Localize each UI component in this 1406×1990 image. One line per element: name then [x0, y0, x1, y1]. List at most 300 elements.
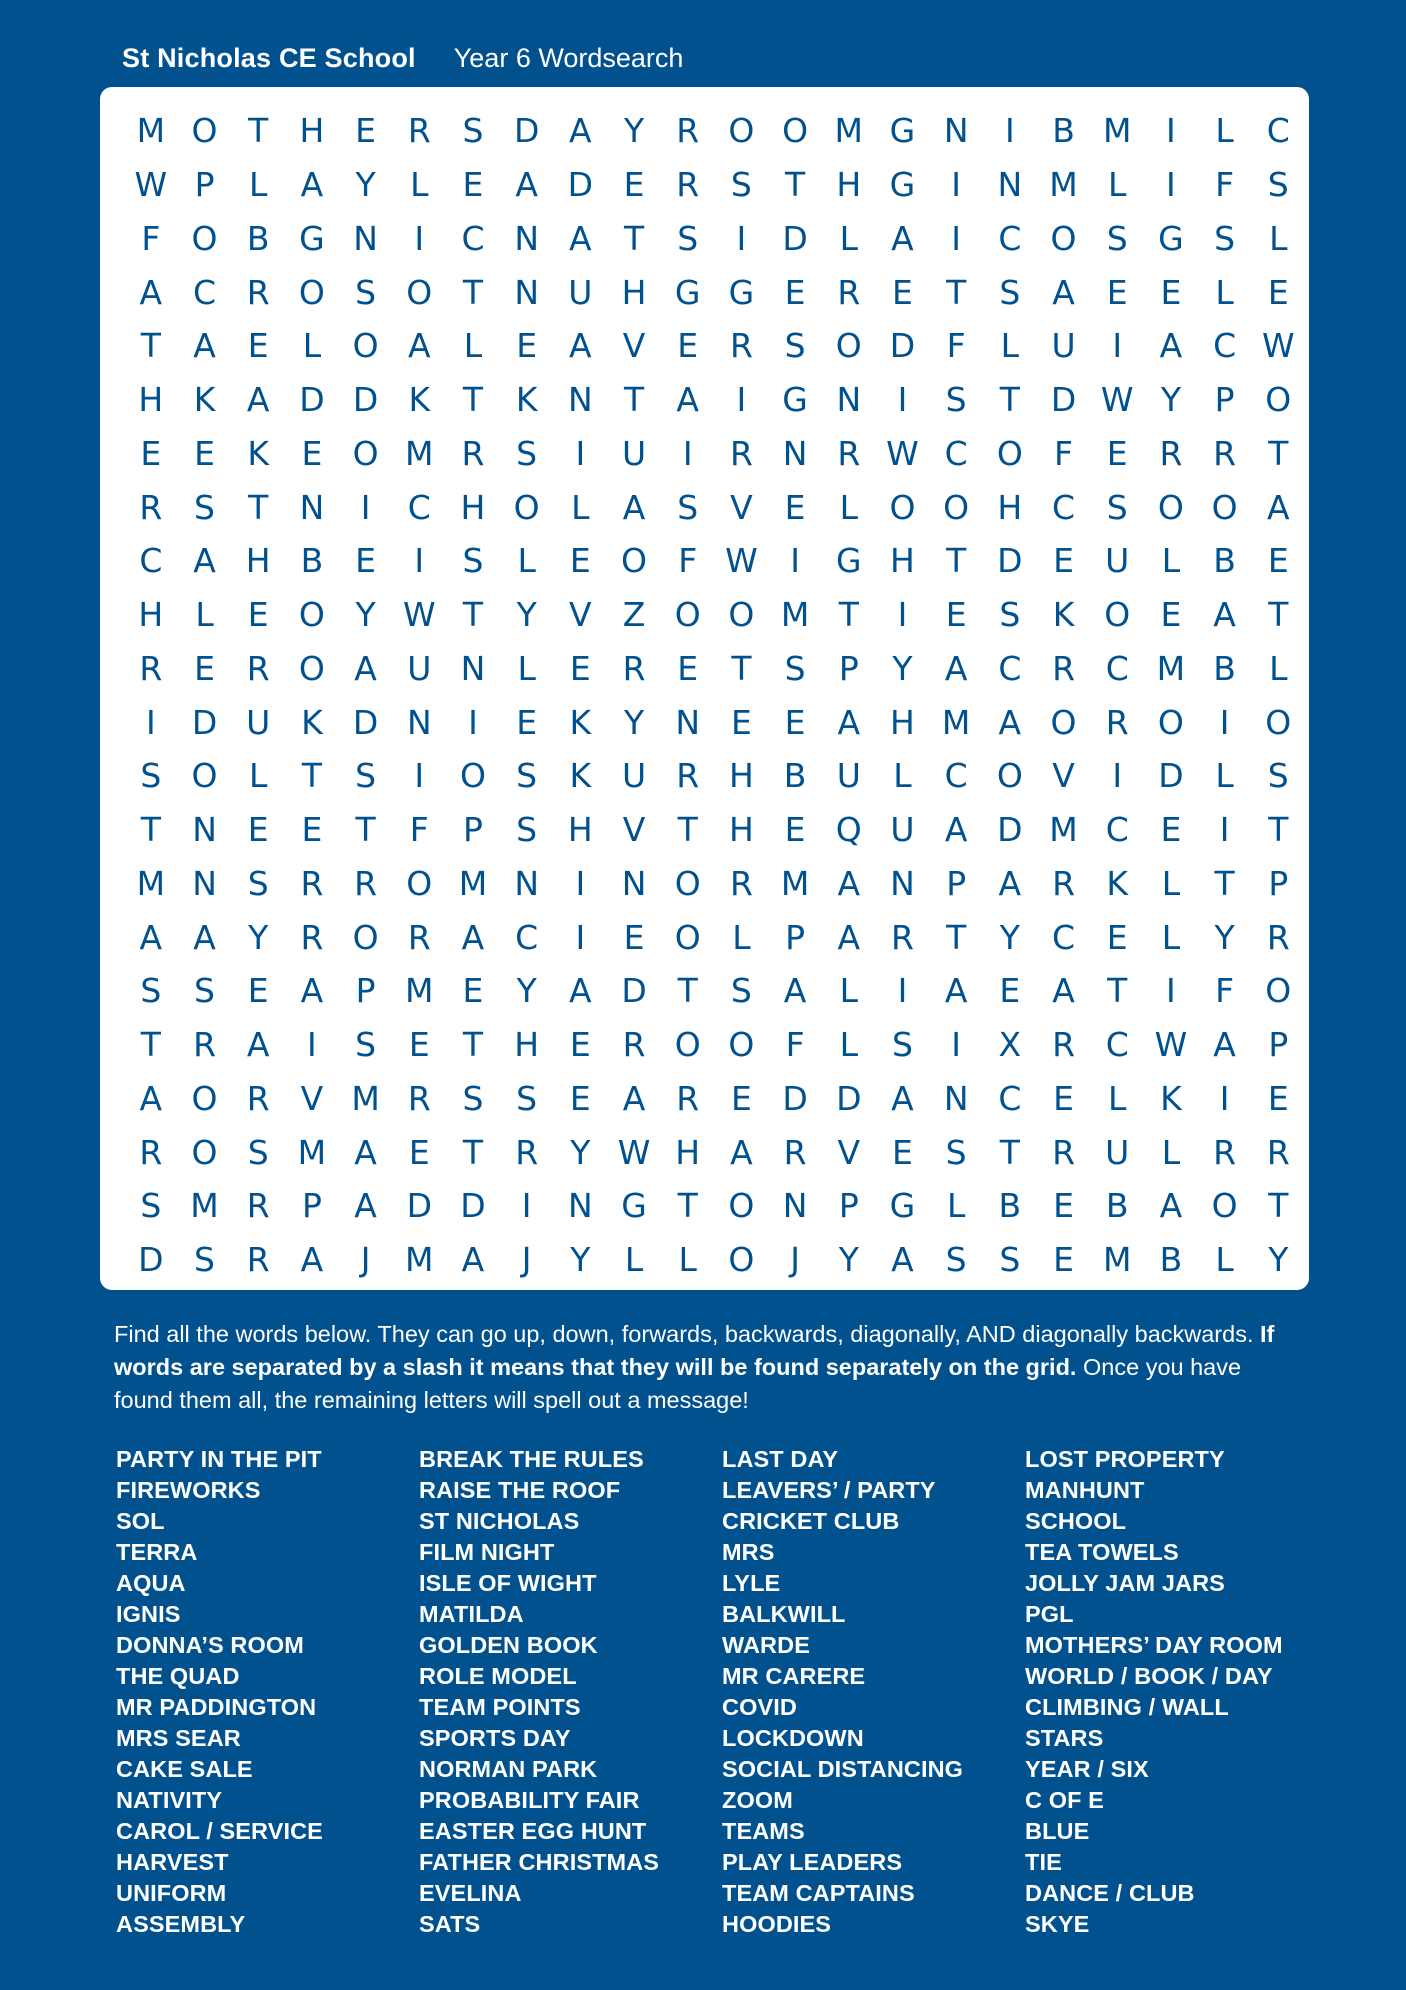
grid-cell[interactable]: E — [516, 702, 538, 742]
grid-cell[interactable]: T — [999, 380, 1020, 420]
grid-cell[interactable]: L — [1161, 541, 1181, 581]
grid-cell[interactable]: U — [407, 648, 432, 688]
grid-cell[interactable]: O — [674, 1025, 701, 1065]
grid-cell[interactable]: E — [677, 648, 699, 688]
grid-cell[interactable]: R — [1052, 648, 1075, 688]
grid-cell[interactable]: M — [1049, 165, 1078, 205]
grid-cell[interactable]: E — [784, 272, 806, 312]
grid-cell[interactable]: D — [1050, 380, 1077, 420]
grid-cell[interactable]: R — [622, 648, 646, 688]
grid-cell[interactable]: O — [782, 111, 809, 151]
grid-cell[interactable]: S — [891, 1025, 913, 1065]
grid-cell[interactable]: D — [1158, 756, 1184, 796]
grid-cell[interactable]: E — [1053, 1186, 1074, 1226]
grid-cell[interactable]: D — [460, 1186, 486, 1226]
grid-cell[interactable]: T — [785, 165, 806, 205]
grid-cell[interactable]: A — [1266, 487, 1290, 527]
grid-cell[interactable]: G — [889, 111, 916, 151]
grid-cell[interactable]: E — [677, 326, 699, 366]
grid-cell[interactable]: A — [1159, 326, 1183, 366]
grid-cell[interactable]: A — [300, 165, 324, 205]
grid-cell[interactable]: I — [736, 380, 747, 420]
grid-cell[interactable]: P — [1268, 1025, 1289, 1065]
grid-cell[interactable]: A — [300, 1240, 324, 1280]
grid-cell[interactable]: R — [891, 917, 914, 957]
grid-cell[interactable]: S — [516, 810, 538, 850]
grid-cell[interactable]: T — [946, 917, 967, 957]
grid-cell[interactable]: C — [944, 756, 968, 796]
grid-cell[interactable]: S — [945, 1132, 967, 1172]
grid-cell[interactable]: T — [623, 218, 645, 258]
grid-cell[interactable]: L — [195, 595, 214, 635]
grid-cell[interactable]: S — [1214, 218, 1236, 258]
grid-cell[interactable]: R — [1052, 1025, 1075, 1065]
grid-cell[interactable]: N — [568, 380, 593, 420]
grid-cell[interactable]: D — [782, 218, 808, 258]
grid-cell[interactable]: H — [460, 487, 486, 527]
grid-cell[interactable]: W — [886, 433, 919, 473]
grid-cell[interactable]: R — [246, 1240, 270, 1280]
grid-cell[interactable]: R — [139, 487, 163, 527]
grid-cell[interactable]: Y — [355, 595, 376, 635]
grid-cell[interactable]: F — [1054, 433, 1074, 473]
grid-cell[interactable]: A — [300, 971, 324, 1011]
grid-cell[interactable]: S — [247, 863, 269, 903]
grid-cell[interactable]: I — [414, 218, 425, 258]
grid-cell[interactable]: M — [405, 971, 434, 1011]
grid-cell[interactable]: O — [1050, 218, 1077, 258]
grid-cell[interactable]: S — [999, 272, 1021, 312]
grid-cell[interactable]: S — [999, 595, 1021, 635]
grid-cell[interactable]: A — [246, 1025, 270, 1065]
grid-cell[interactable]: T — [140, 326, 161, 366]
grid-cell[interactable]: J — [360, 1240, 371, 1280]
grid-cell[interactable]: E — [784, 702, 806, 742]
grid-cell[interactable]: D — [352, 702, 379, 742]
grid-cell[interactable]: W — [1154, 1025, 1188, 1065]
grid-cell[interactable]: E — [784, 487, 806, 527]
grid-cell[interactable]: H — [138, 595, 164, 635]
grid-cell[interactable]: A — [193, 326, 216, 366]
grid-cell[interactable]: H — [621, 272, 647, 312]
grid-cell[interactable]: A — [1213, 595, 1236, 635]
grid-cell[interactable]: I — [414, 756, 425, 796]
grid-cell[interactable]: C — [1105, 810, 1129, 850]
grid-cell[interactable]: S — [355, 756, 377, 796]
grid-cell[interactable]: T — [462, 1025, 484, 1065]
grid-cell[interactable]: S — [516, 1078, 538, 1118]
grid-cell[interactable]: P — [838, 1186, 859, 1226]
grid-cell[interactable]: D — [299, 380, 325, 420]
grid-cell[interactable]: T — [140, 1025, 161, 1065]
grid-cell[interactable]: E — [247, 595, 269, 635]
grid-cell[interactable]: P — [785, 917, 806, 957]
grid-cell[interactable]: B — [1052, 111, 1075, 151]
grid-cell[interactable]: O — [889, 487, 916, 527]
grid-cell[interactable]: M — [405, 1240, 434, 1280]
grid-cell[interactable]: A — [998, 702, 1022, 742]
grid-cell[interactable]: I — [1112, 326, 1123, 366]
grid-cell[interactable]: A — [461, 917, 485, 957]
grid-cell[interactable]: L — [1215, 111, 1234, 151]
grid-cell[interactable]: L — [678, 1240, 697, 1280]
grid-cell[interactable]: A — [837, 917, 861, 957]
grid-cell[interactable]: R — [407, 1078, 431, 1118]
grid-cell[interactable]: R — [729, 326, 753, 366]
grid-cell[interactable]: R — [783, 1132, 807, 1172]
grid-cell[interactable]: M — [405, 433, 434, 473]
grid-cell[interactable]: T — [248, 487, 269, 527]
grid-cell[interactable]: O — [298, 648, 325, 688]
grid-cell[interactable]: P — [838, 648, 859, 688]
grid-cell[interactable]: N — [890, 863, 915, 903]
grid-cell[interactable]: V — [730, 487, 753, 527]
grid-cell[interactable]: L — [1000, 326, 1020, 366]
grid-cell[interactable]: E — [784, 810, 806, 850]
grid-cell[interactable]: M — [458, 863, 488, 903]
grid-cell[interactable]: M — [1049, 810, 1078, 850]
grid-cell[interactable]: Y — [1268, 1240, 1289, 1280]
grid-cell[interactable]: C — [407, 487, 431, 527]
grid-cell[interactable]: A — [407, 326, 431, 366]
grid-cell[interactable]: N — [836, 380, 862, 420]
grid-cell[interactable]: N — [514, 863, 539, 903]
grid-cell[interactable]: O — [728, 1240, 755, 1280]
grid-cell[interactable]: O — [728, 595, 755, 635]
grid-cell[interactable]: S — [194, 971, 215, 1011]
grid-cell[interactable]: S — [1106, 218, 1128, 258]
grid-cell[interactable]: B — [998, 1186, 1022, 1226]
grid-cell[interactable]: F — [141, 218, 161, 258]
grid-cell[interactable]: S — [677, 218, 699, 258]
grid-cell[interactable]: A — [1052, 272, 1075, 312]
grid-cell[interactable]: Y — [623, 702, 645, 742]
grid-cell[interactable]: E — [247, 810, 269, 850]
grid-cell[interactable]: P — [355, 971, 376, 1011]
grid-cell[interactable]: Y — [1214, 917, 1235, 957]
grid-cell[interactable]: E — [569, 648, 591, 688]
grid-cell[interactable]: V — [622, 810, 646, 850]
grid-cell[interactable]: K — [569, 756, 592, 796]
grid-cell[interactable]: L — [839, 487, 858, 527]
grid-cell[interactable]: G — [889, 1186, 916, 1226]
grid-cell[interactable]: M — [1102, 111, 1132, 151]
grid-cell[interactable]: E — [301, 433, 323, 473]
grid-cell[interactable]: L — [249, 165, 268, 205]
grid-cell[interactable]: L — [1215, 1240, 1234, 1280]
grid-cell[interactable]: V — [300, 1078, 324, 1118]
grid-cell[interactable]: W — [1261, 326, 1295, 366]
grid-cell[interactable]: O — [674, 917, 701, 957]
grid-cell[interactable]: N — [782, 433, 808, 473]
grid-cell[interactable]: A — [944, 971, 968, 1011]
grid-cell[interactable]: A — [569, 218, 592, 258]
grid-cell[interactable]: K — [569, 702, 592, 742]
grid-cell[interactable]: L — [1215, 756, 1234, 796]
grid-cell[interactable]: X — [998, 1025, 1022, 1065]
grid-cell[interactable]: C — [944, 433, 968, 473]
grid-cell[interactable]: T — [462, 1132, 484, 1172]
grid-cell[interactable]: O — [835, 326, 862, 366]
grid-cell[interactable]: T — [355, 810, 376, 850]
grid-cell[interactable]: N — [675, 702, 701, 742]
grid-cell[interactable]: R — [1213, 1132, 1237, 1172]
grid-cell[interactable]: R — [246, 1186, 270, 1226]
grid-cell[interactable]: L — [571, 487, 590, 527]
grid-cell[interactable]: R — [729, 433, 753, 473]
grid-cell[interactable]: Y — [248, 917, 269, 957]
grid-cell[interactable]: P — [1214, 380, 1235, 420]
grid-cell[interactable]: K — [408, 380, 431, 420]
grid-cell[interactable]: R — [729, 863, 753, 903]
grid-cell[interactable]: O — [728, 111, 755, 151]
grid-cell[interactable]: G — [835, 541, 862, 581]
grid-cell[interactable]: S — [1267, 756, 1289, 796]
grid-cell[interactable]: S — [945, 380, 967, 420]
grid-cell[interactable]: W — [617, 1132, 651, 1172]
grid-cell[interactable]: G — [621, 1186, 647, 1226]
grid-cell[interactable]: L — [1215, 272, 1234, 312]
grid-cell[interactable]: R — [193, 1025, 216, 1065]
grid-cell[interactable]: A — [837, 702, 861, 742]
grid-cell[interactable]: N — [353, 218, 378, 258]
grid-cell[interactable]: R — [676, 756, 700, 796]
grid-cell[interactable]: F — [946, 326, 966, 366]
grid-cell[interactable]: K — [193, 380, 216, 420]
grid-cell[interactable]: A — [622, 487, 646, 527]
grid-cell[interactable]: R — [1105, 702, 1129, 742]
grid-cell[interactable]: M — [780, 595, 810, 635]
grid-cell[interactable]: V — [1052, 756, 1075, 796]
grid-cell[interactable]: T — [1268, 1186, 1289, 1226]
grid-cell[interactable]: T — [677, 1186, 698, 1226]
grid-cell[interactable]: R — [676, 1078, 700, 1118]
grid-cell[interactable]: A — [1052, 971, 1075, 1011]
grid-cell[interactable]: D — [782, 1078, 808, 1118]
grid-cell[interactable]: A — [461, 1240, 485, 1280]
grid-cell[interactable]: T — [248, 111, 269, 151]
grid-cell[interactable]: M — [941, 702, 971, 742]
grid-cell[interactable]: A — [944, 810, 968, 850]
grid-cell[interactable]: C — [1213, 326, 1237, 366]
grid-cell[interactable]: A — [569, 111, 592, 151]
grid-cell[interactable]: S — [462, 541, 484, 581]
grid-cell[interactable]: L — [1161, 1132, 1181, 1172]
grid-cell[interactable]: F — [1215, 971, 1235, 1011]
grid-cell[interactable]: R — [461, 433, 485, 473]
grid-cell[interactable]: A — [837, 863, 861, 903]
grid-cell[interactable]: N — [406, 702, 432, 742]
grid-cell[interactable]: A — [569, 971, 592, 1011]
grid-cell[interactable]: R — [676, 111, 700, 151]
grid-cell[interactable]: I — [575, 433, 586, 473]
grid-cell[interactable]: O — [1157, 487, 1184, 527]
grid-cell[interactable]: B — [300, 541, 324, 581]
grid-cell[interactable]: D — [997, 810, 1023, 850]
grid-cell[interactable]: L — [1269, 648, 1288, 688]
grid-cell[interactable]: R — [246, 1078, 270, 1118]
grid-cell[interactable]: I — [951, 1025, 962, 1065]
grid-cell[interactable]: I — [145, 702, 156, 742]
grid-cell[interactable]: I — [682, 433, 693, 473]
grid-cell[interactable]: S — [462, 111, 484, 151]
grid-cell[interactable]: F — [678, 541, 698, 581]
grid-cell[interactable]: E — [194, 433, 215, 473]
grid-cell[interactable]: L — [893, 756, 912, 796]
grid-cell[interactable]: K — [1052, 595, 1075, 635]
grid-cell[interactable]: A — [354, 1132, 377, 1172]
grid-cell[interactable]: I — [1166, 165, 1176, 205]
grid-cell[interactable]: A — [1213, 1025, 1236, 1065]
grid-cell[interactable]: E — [999, 971, 1021, 1011]
grid-cell[interactable]: M — [351, 1078, 380, 1118]
grid-cell[interactable]: A — [944, 648, 968, 688]
grid-cell[interactable]: S — [247, 1132, 269, 1172]
grid-cell[interactable]: B — [246, 218, 270, 258]
grid-cell[interactable]: Y — [516, 595, 537, 635]
grid-cell[interactable]: O — [459, 756, 486, 796]
grid-cell[interactable]: M — [834, 111, 864, 151]
grid-cell[interactable]: T — [677, 971, 698, 1011]
grid-cell[interactable]: S — [140, 756, 162, 796]
grid-cell[interactable]: A — [676, 380, 699, 420]
grid-cell[interactable]: E — [1106, 272, 1128, 312]
grid-cell[interactable]: U — [246, 702, 271, 742]
grid-cell[interactable]: J — [790, 1240, 800, 1280]
grid-cell[interactable]: E — [1267, 541, 1289, 581]
grid-cell[interactable]: E — [408, 1025, 430, 1065]
grid-cell[interactable]: B — [1213, 648, 1236, 688]
grid-cell[interactable]: T — [1214, 863, 1235, 903]
grid-cell[interactable]: L — [1161, 863, 1181, 903]
grid-cell[interactable]: W — [402, 595, 436, 635]
grid-cell[interactable]: E — [730, 1078, 752, 1118]
grid-cell[interactable]: E — [569, 541, 591, 581]
grid-cell[interactable]: D — [567, 165, 594, 205]
grid-cell[interactable]: T — [1268, 810, 1289, 850]
grid-cell[interactable]: C — [515, 917, 539, 957]
grid-cell[interactable]: I — [1166, 971, 1176, 1011]
grid-cell[interactable]: A — [998, 863, 1022, 903]
grid-cell[interactable]: O — [352, 433, 379, 473]
grid-cell[interactable]: M — [1102, 1240, 1132, 1280]
grid-cell[interactable]: E — [623, 165, 645, 205]
grid-cell[interactable]: I — [736, 218, 747, 258]
grid-cell[interactable]: A — [354, 648, 377, 688]
grid-cell[interactable]: T — [946, 272, 967, 312]
grid-cell[interactable]: H — [514, 1025, 540, 1065]
grid-cell[interactable]: H — [728, 810, 754, 850]
grid-cell[interactable]: E — [1053, 541, 1074, 581]
grid-cell[interactable]: N — [514, 218, 539, 258]
grid-cell[interactable]: O — [996, 433, 1023, 473]
grid-cell[interactable]: Y — [355, 165, 376, 205]
grid-cell[interactable]: S — [999, 1240, 1021, 1280]
grid-cell[interactable]: L — [839, 218, 858, 258]
grid-cell[interactable]: L — [463, 326, 483, 366]
grid-cell[interactable]: S — [945, 1240, 967, 1280]
grid-cell[interactable]: A — [1159, 1186, 1183, 1226]
grid-cell[interactable]: O — [406, 863, 433, 903]
grid-cell[interactable]: V — [569, 595, 592, 635]
grid-cell[interactable]: A — [193, 541, 216, 581]
grid-cell[interactable]: N — [299, 487, 325, 527]
grid-cell[interactable]: U — [890, 810, 915, 850]
grid-cell[interactable]: G — [1158, 218, 1184, 258]
grid-cell[interactable]: T — [462, 272, 484, 312]
grid-cell[interactable]: B — [1159, 1240, 1183, 1280]
grid-cell[interactable]: Y — [1160, 380, 1181, 420]
grid-cell[interactable]: O — [943, 487, 970, 527]
grid-cell[interactable]: M — [136, 111, 166, 151]
grid-cell[interactable]: U — [1105, 541, 1130, 581]
grid-cell[interactable]: I — [897, 380, 908, 420]
grid-cell[interactable]: W — [134, 165, 168, 205]
grid-cell[interactable]: O — [352, 917, 379, 957]
grid-cell[interactable]: L — [410, 165, 429, 205]
grid-cell[interactable]: E — [355, 111, 377, 151]
grid-cell[interactable]: E — [408, 1132, 430, 1172]
grid-cell[interactable]: S — [784, 326, 806, 366]
grid-cell[interactable]: N — [192, 863, 217, 903]
grid-cell[interactable]: Y — [570, 1240, 591, 1280]
grid-cell[interactable]: E — [623, 917, 645, 957]
grid-cell[interactable]: S — [1106, 487, 1128, 527]
grid-cell[interactable]: O — [1265, 971, 1292, 1011]
grid-cell[interactable]: T — [1268, 595, 1289, 635]
grid-cell[interactable]: M — [297, 1132, 327, 1172]
grid-cell[interactable]: I — [521, 1186, 532, 1226]
grid-cell[interactable]: T — [1107, 971, 1128, 1011]
grid-cell[interactable]: E — [1053, 1240, 1074, 1280]
grid-cell[interactable]: E — [569, 1025, 591, 1065]
grid-cell[interactable]: F — [785, 1025, 805, 1065]
grid-cell[interactable]: A — [783, 971, 807, 1011]
grid-cell[interactable]: D — [513, 111, 540, 151]
grid-cell[interactable]: A — [354, 1186, 377, 1226]
grid-cell[interactable]: W — [725, 541, 758, 581]
grid-cell[interactable]: E — [1160, 810, 1182, 850]
grid-cell[interactable]: E — [1160, 595, 1182, 635]
grid-cell[interactable]: I — [1004, 111, 1015, 151]
grid-cell[interactable]: U — [621, 756, 647, 796]
grid-cell[interactable]: H — [675, 1132, 701, 1172]
grid-cell[interactable]: I — [951, 218, 962, 258]
grid-cell[interactable]: T — [462, 380, 484, 420]
grid-cell[interactable]: G — [782, 380, 808, 420]
grid-cell[interactable]: N — [621, 863, 647, 903]
grid-cell[interactable]: I — [414, 541, 425, 581]
grid-cell[interactable]: S — [462, 1078, 484, 1118]
grid-cell[interactable]: S — [784, 648, 806, 688]
grid-cell[interactable]: E — [730, 702, 752, 742]
grid-cell[interactable]: T — [838, 595, 859, 635]
grid-cell[interactable]: B — [1213, 541, 1236, 581]
grid-cell[interactable]: S — [730, 971, 752, 1011]
grid-cell[interactable]: E — [247, 971, 269, 1011]
grid-cell[interactable]: D — [138, 1240, 164, 1280]
grid-cell[interactable]: O — [352, 326, 379, 366]
grid-cell[interactable]: L — [624, 1240, 644, 1280]
grid-cell[interactable]: M — [136, 863, 166, 903]
grid-cell[interactable]: K — [301, 702, 323, 742]
grid-cell[interactable]: O — [191, 111, 218, 151]
grid-cell[interactable]: I — [360, 487, 371, 527]
grid-cell[interactable]: R — [1266, 917, 1290, 957]
grid-cell[interactable]: A — [891, 1240, 914, 1280]
grid-cell[interactable]: A — [246, 380, 270, 420]
grid-cell[interactable]: Q — [835, 810, 862, 850]
